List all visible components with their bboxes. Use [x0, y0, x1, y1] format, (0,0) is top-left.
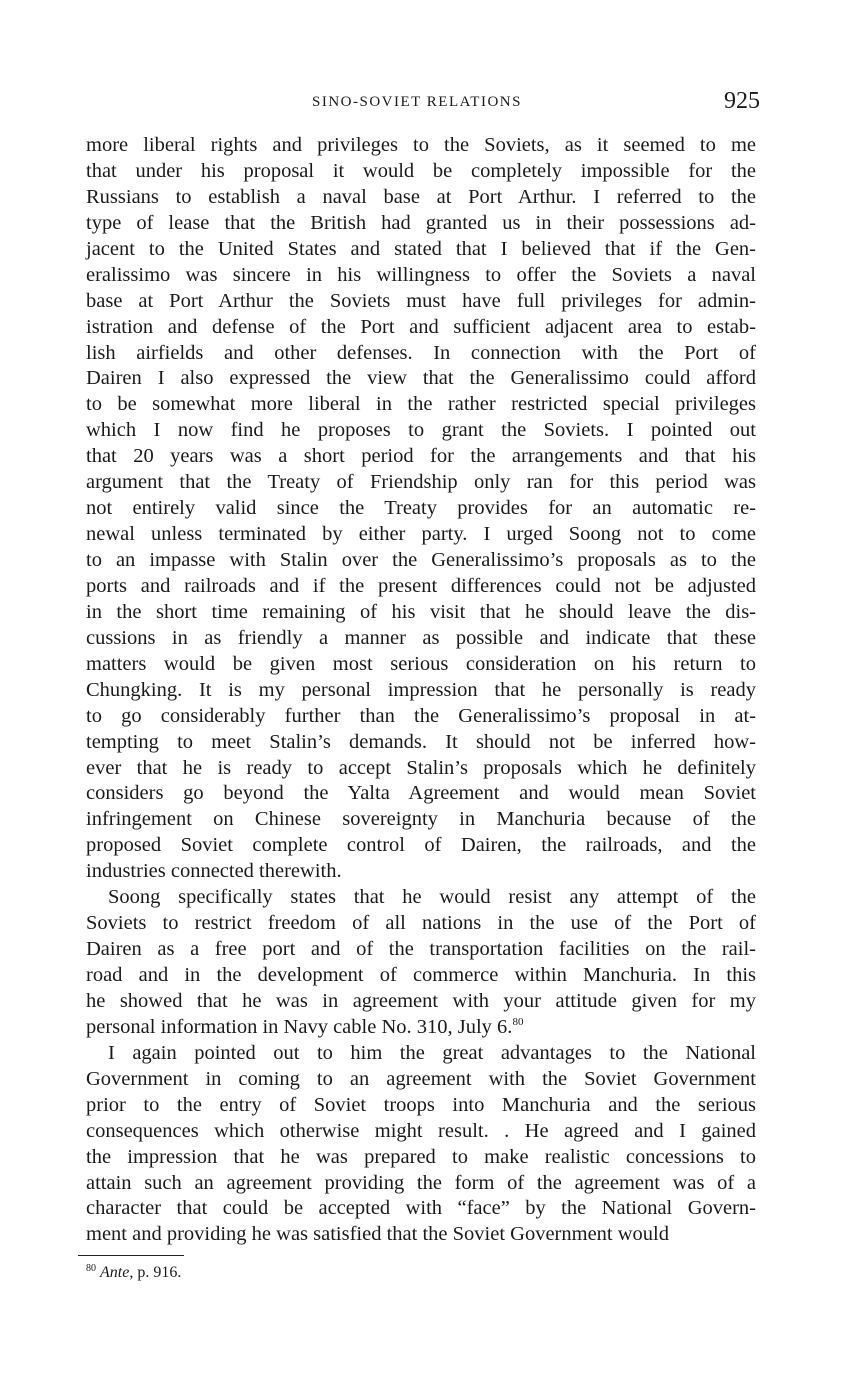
text-line: consequences which otherwise might result. . He agreed and I gained [86, 1119, 756, 1142]
footnote [86, 1263, 181, 1282]
text-line: more liberal rights and privileges to the Soviets, as it seemed to me [86, 134, 756, 156]
running-title: SINO-SOVIET RELATIONS [312, 94, 522, 110]
text-line: prior to the entry of Soviet troops into Manchuria and the serious [86, 1093, 756, 1116]
running-header [0, 88, 850, 118]
text-line: Chungking. It is my personal impression that he personally is ready [86, 678, 756, 701]
text-line: the impression that he was prepared to make realistic concessions to [86, 1145, 756, 1168]
text-line: Dairen I also expressed the view that the Generalissimo could afford [86, 367, 756, 390]
text-line: eralissimo was sincere in his willingness to offer the Soviets a naval [86, 263, 756, 286]
text-line: he showed that he was in agreement with your attitude given for my [86, 989, 756, 1012]
text-line: proposed Soviet complete control of Dairen, the railroads, and the [86, 834, 756, 857]
text-line: to be somewhat more liberal in the rather restricted special privileges [86, 393, 756, 416]
text-line: tempting to meet Stalin’s demands. It should not be inferred how- [86, 730, 756, 753]
paragraph [86, 1041, 756, 1249]
text-line: ever that he is ready to accept Stalin’s proposals which he definitely [86, 756, 756, 779]
text-line: Dairen as a free port and of the transportation facilities on the rail- [86, 938, 756, 961]
text-line: matters would be given most serious consideration on his return to [86, 652, 756, 675]
text-line: which I now find he proposes to grant the Soviets. I pointed out [86, 419, 756, 442]
text-line: lish airfields and other defenses. In connection with the Port of [86, 341, 756, 364]
text-line: istration and defense of the Port and sufficient adjacent area to estab- [86, 315, 756, 338]
footnote-ref: 80 [512, 1015, 524, 1028]
text-line: base at Port Arthur the Soviets must have full privileges for admin- [86, 289, 756, 312]
text-line: Russians to establish a naval base at Port Arthur. I referred to the [86, 185, 756, 208]
text-line: infringement on Chinese sovereignty in Manchuria because of the [86, 808, 756, 831]
text-line: newal unless terminated by either party. I urged Soong not to come [86, 523, 756, 546]
text-line: type of lease that the British had granted us in their possessions ad- [86, 211, 756, 234]
footnote-mark: 80 [86, 1263, 96, 1274]
text-line: considers go beyond the Yalta Agreement and would mean Soviet [86, 782, 756, 805]
body-text [86, 133, 756, 1248]
paragraph [86, 885, 756, 1041]
text-line: cussions in as friendly a manner as possible and indicate that these [86, 626, 756, 649]
text-line: that 20 years was a short period for the arrangements and that his [86, 445, 756, 468]
text-line: ports and railroads and if the present differences could not be adjusted [86, 574, 756, 597]
footnote-rule [78, 1255, 184, 1256]
text-line: argument that the Treaty of Friendship only ran for this period was [86, 471, 756, 494]
text-line: attain such an agreement providing the form of the agreement was of a [86, 1171, 756, 1194]
text-line: road and in the development of commerce within Manchuria. In this [86, 964, 756, 986]
text-line: industries connected therewith. [86, 860, 342, 883]
text-line: Soong specifically states that he would resist any attempt of the [108, 886, 756, 909]
text-line: I again pointed out to him the great advantages to the National [108, 1041, 756, 1064]
page-number: 925 [724, 88, 760, 114]
text-line: to go considerably further than the Generalissimo’s proposal in at- [86, 704, 756, 727]
text-line: in the short time remaining of his visit that he should leave the dis- [86, 600, 756, 623]
footnote-source: Ante [100, 1264, 130, 1281]
text-line: that under his proposal it would be completely impossible for the [86, 159, 756, 182]
footnote-reference: , p. 916. [129, 1264, 182, 1281]
text-line: Soviets to restrict freedom of all nations in the use of the Port of [86, 912, 756, 935]
text-line: to an impasse with Stalin over the Generalissimo’s proposals as to the [86, 549, 756, 571]
text-line: personal information in Navy cable No. 310, July 6.80 [86, 1015, 524, 1038]
text-line: not entirely valid since the Treaty provides for an automatic re- [86, 497, 756, 520]
text-line: Government in coming to an agreement with the Soviet Government [86, 1067, 756, 1090]
text-line: jacent to the United States and stated that I believed that if the Gen- [86, 237, 756, 260]
text-line: ment and providing he was satisfied that the Soviet Government would [86, 1223, 669, 1246]
text-line: character that could be accepted with “face” by the National Govern- [86, 1197, 756, 1220]
paragraph [86, 133, 756, 885]
